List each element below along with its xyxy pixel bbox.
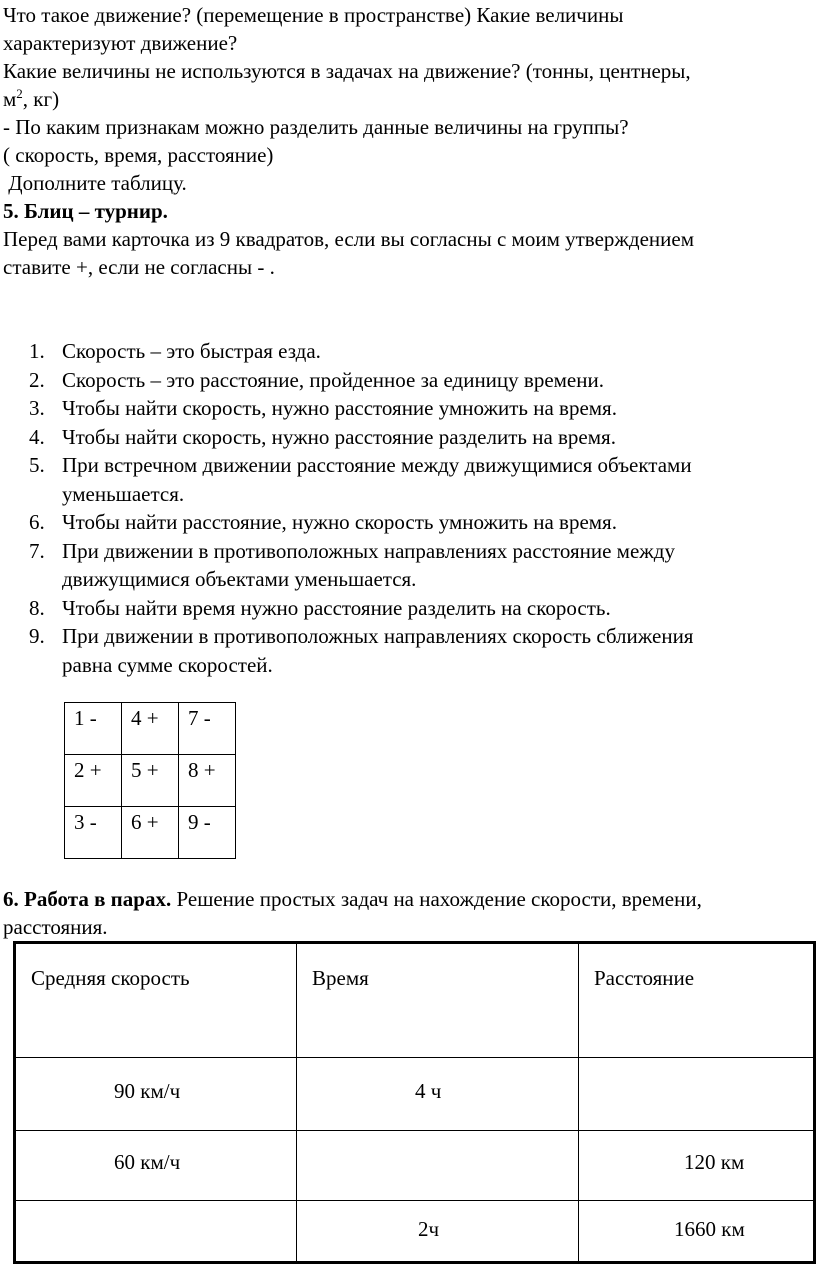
list-item-number: 4.	[29, 424, 45, 449]
table-cell	[297, 1131, 579, 1201]
list-item-number: 8.	[29, 595, 45, 620]
table-cell: 120 км	[579, 1131, 815, 1201]
list-item-text: Чтобы найти скорость, нужно расстояние умножить на время.	[62, 396, 617, 420]
intro-line: - По каким признакам можно разделить данные величины на группы?	[3, 115, 629, 139]
card-cell: 8 +	[179, 755, 236, 807]
list-item-text: Чтобы найти время нужно расстояние разделить на скорость.	[62, 595, 611, 620]
header-speed: Средняя скорость	[15, 943, 297, 1058]
list-item	[3, 451, 816, 508]
list-item-text: При движении в противоположных направлениях скорость сближения	[62, 624, 694, 648]
list-item-text: Чтобы найти скорость, нужно расстояние разделить на время.	[62, 424, 616, 449]
list-item	[3, 622, 816, 679]
intro-line: Что такое движение? (перемещение в пространстве) Какие величины	[3, 3, 624, 27]
list-item-text: При движении в противоположных направлениях расстояние между	[62, 538, 675, 563]
header-time: Время	[297, 943, 579, 1058]
section6-heading	[3, 885, 702, 941]
list-item-text: равна сумме скоростей.	[62, 652, 273, 677]
table-header-row	[15, 943, 815, 1058]
answer-card	[64, 702, 236, 859]
card-cell: 7 -	[179, 703, 236, 755]
intro-line: Дополните таблицу.	[3, 171, 187, 195]
intro-line: ( скорость, время, расстояние)	[3, 143, 274, 167]
list-item	[3, 394, 816, 423]
intro-line: Какие величины не используются в задачах на движение? (тонны, центнеры,	[3, 59, 691, 83]
table-cell: 90 км/ч	[15, 1058, 297, 1131]
card-row	[65, 755, 236, 807]
list-item-text: уменьшается.	[62, 481, 185, 506]
intro-line-units	[3, 85, 694, 113]
header-distance: Расстояние	[579, 943, 815, 1058]
statement-list	[3, 337, 816, 679]
section5-description: Перед вами карточка из 9 квадратов, если вы согласны с моим утверждением	[3, 227, 695, 251]
tasks-table	[13, 941, 816, 1264]
list-item-text: При встречном движении расстояние между движущимися объектами	[62, 453, 692, 477]
list-item-number: 3.	[29, 396, 45, 420]
table-cell	[579, 1058, 815, 1131]
list-item	[3, 423, 816, 452]
list-item-number: 6.	[29, 510, 45, 534]
list-item-text: Скорость – это быстрая езда.	[62, 339, 321, 363]
unit-m: м	[3, 87, 17, 111]
section6-title: 6. Работа в парах.	[3, 887, 172, 911]
card-cell: 4 +	[122, 703, 179, 755]
section5-heading: 5. Блиц – турнир.	[3, 199, 168, 223]
table-cell: 4 ч	[297, 1058, 579, 1131]
section5-description: ставите +, если не согласны - .	[3, 255, 275, 279]
list-item-number: 5.	[29, 453, 45, 477]
card-cell: 2 +	[65, 755, 122, 807]
list-item-text: Скорость – это расстояние, пройденное за единицу времени.	[62, 367, 604, 392]
list-item	[3, 537, 816, 594]
table-row	[15, 1058, 815, 1131]
intro-line: характеризуют движение?	[3, 31, 238, 55]
card-row	[65, 703, 236, 755]
unit-rest: , кг)	[22, 87, 60, 111]
section6-subtitle: Решение простых задач на нахождение скорости, времени,	[171, 887, 702, 911]
list-item-number: 7.	[29, 538, 45, 563]
superscript-2: 2	[16, 86, 23, 101]
list-item-number: 9.	[29, 624, 45, 648]
card-row	[65, 807, 236, 859]
list-item	[3, 337, 816, 366]
table-cell: 2ч	[297, 1201, 579, 1263]
table-row	[15, 1131, 815, 1201]
list-item-text: движущимися объектами уменьшается.	[62, 567, 417, 591]
intro-block	[3, 1, 694, 281]
list-item-number: 1.	[29, 339, 45, 363]
table-row	[15, 1201, 815, 1263]
list-item	[3, 366, 816, 395]
list-item-text: Чтобы найти расстояние, нужно скорость умножить на время.	[62, 510, 617, 534]
list-item	[3, 594, 816, 623]
list-item-number: 2.	[29, 367, 45, 392]
card-cell: 1 -	[65, 703, 122, 755]
list-item	[3, 508, 816, 537]
section6-subtitle-line2: расстояния.	[3, 915, 108, 939]
card-cell: 5 +	[122, 755, 179, 807]
table-cell	[15, 1201, 297, 1263]
card-cell: 6 +	[122, 807, 179, 859]
card-cell: 9 -	[179, 807, 236, 859]
table-cell: 1660 км	[579, 1201, 815, 1263]
table-cell: 60 км/ч	[15, 1131, 297, 1201]
card-cell: 3 -	[65, 807, 122, 859]
